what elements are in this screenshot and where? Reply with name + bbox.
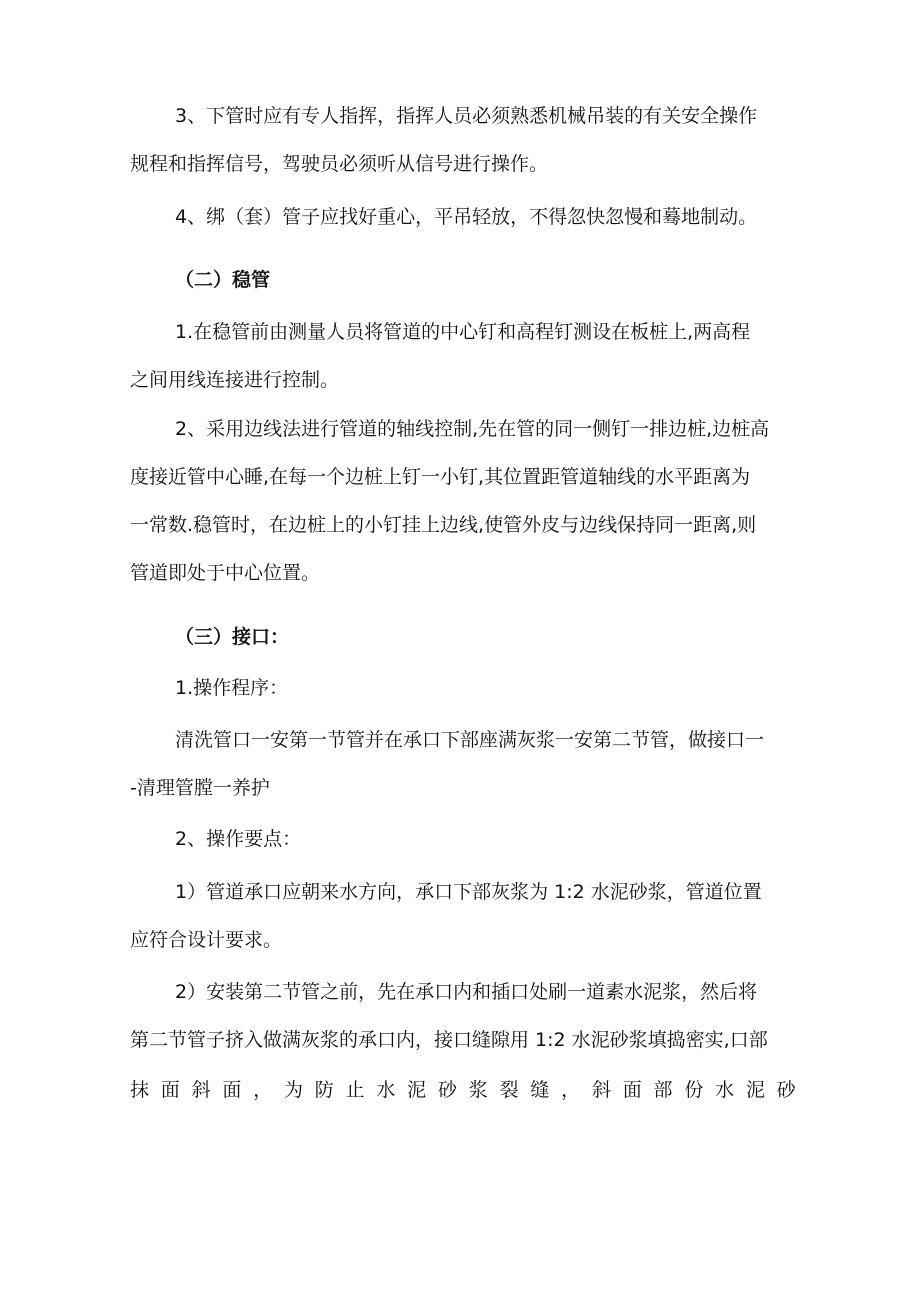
paragraph-line: 第二节管子挤入做满灰浆的承口内，接口缝隙用 1:2 水泥砂浆填捣密实,口部 — [130, 1029, 768, 1051]
paragraph-line: 管道即处于中心位置。 — [130, 562, 321, 584]
justified-char: 部 — [653, 1079, 673, 1101]
justified-char: 抹 — [130, 1079, 150, 1101]
justified-char: 砂 — [776, 1079, 796, 1101]
justified-char: 斜 — [191, 1079, 211, 1101]
paragraph-line-justified — [130, 1066, 796, 1114]
paragraph-line: 2、采用边线法进行管道的轴线控制,先在管的同一侧钉一排边桩,边桩高 — [175, 418, 770, 440]
justified-char: 砂 — [437, 1079, 457, 1101]
justified-char: 水 — [715, 1079, 735, 1101]
justified-char: 泥 — [407, 1079, 427, 1101]
paragraph-line: 清洗管口一安第一节管并在承口下部座满灰浆一安第二节管，做接口一 — [175, 729, 765, 751]
paragraph-line: 之间用线连接进行控制。 — [130, 369, 340, 391]
justified-char: 水 — [376, 1079, 396, 1101]
justified-char: 面 — [222, 1079, 242, 1101]
justified-char: 泥 — [745, 1079, 765, 1101]
paragraph-line: 3、下管时应有专人指挥，指挥人员必须熟悉机械吊装的有关安全操作 — [175, 105, 758, 127]
paragraph-line: 规程和指挥信号，驾驶员必须听从信号进行操作。 — [130, 153, 549, 175]
justified-char: 面 — [160, 1079, 180, 1101]
paragraph-line: 度接近管中心睡,在每一个边桩上钉一小钉,其位置距管道轴线的水平距离为 — [130, 466, 751, 488]
justified-char: 防 — [314, 1079, 334, 1101]
justified-char: 份 — [684, 1079, 704, 1101]
paragraph-line: 1）管道承口应朝来水方向，承口下部灰浆为 1:2 水泥砂浆，管道位置 — [175, 881, 762, 903]
justified-char: 裂 — [499, 1079, 519, 1101]
justified-char: 斜 — [591, 1079, 611, 1101]
justified-char: 止 — [345, 1079, 365, 1101]
section-heading-jiekou: （三）接口： — [175, 626, 290, 648]
paragraph-line: 2）安装第二节管之前，先在承口内和插口处刷一道素水泥浆，然后将 — [175, 981, 758, 1003]
justified-char: 为 — [283, 1079, 303, 1101]
justified-char: 浆 — [468, 1079, 488, 1101]
paragraph-line: 应符合设计要求。 — [130, 929, 283, 951]
paragraph-line: 1.在稳管前由测量人员将管道的中心钉和高程钉测设在板桩上,两高程 — [175, 321, 751, 343]
justified-char: ， — [561, 1079, 581, 1101]
paragraph-line: 1.操作程序： — [175, 677, 289, 699]
paragraph-line: -清理管膛一养护 — [130, 777, 270, 799]
paragraph-line: 2、操作要点： — [175, 828, 302, 850]
justified-char: 面 — [622, 1079, 642, 1101]
justified-char: ， — [253, 1079, 273, 1101]
justified-char: 缝 — [530, 1079, 550, 1101]
section-heading-wenguan: （二）稳管 — [175, 269, 271, 291]
paragraph-line: 一常数.稳管时，在边桩上的小钉挂上边线,使管外皮与边线保持同一距离,则 — [130, 514, 757, 536]
paragraph-line: 4、绑（套）管子应找好重心，平吊轻放，不得忽快忽慢和蓦地制动。 — [175, 206, 758, 228]
